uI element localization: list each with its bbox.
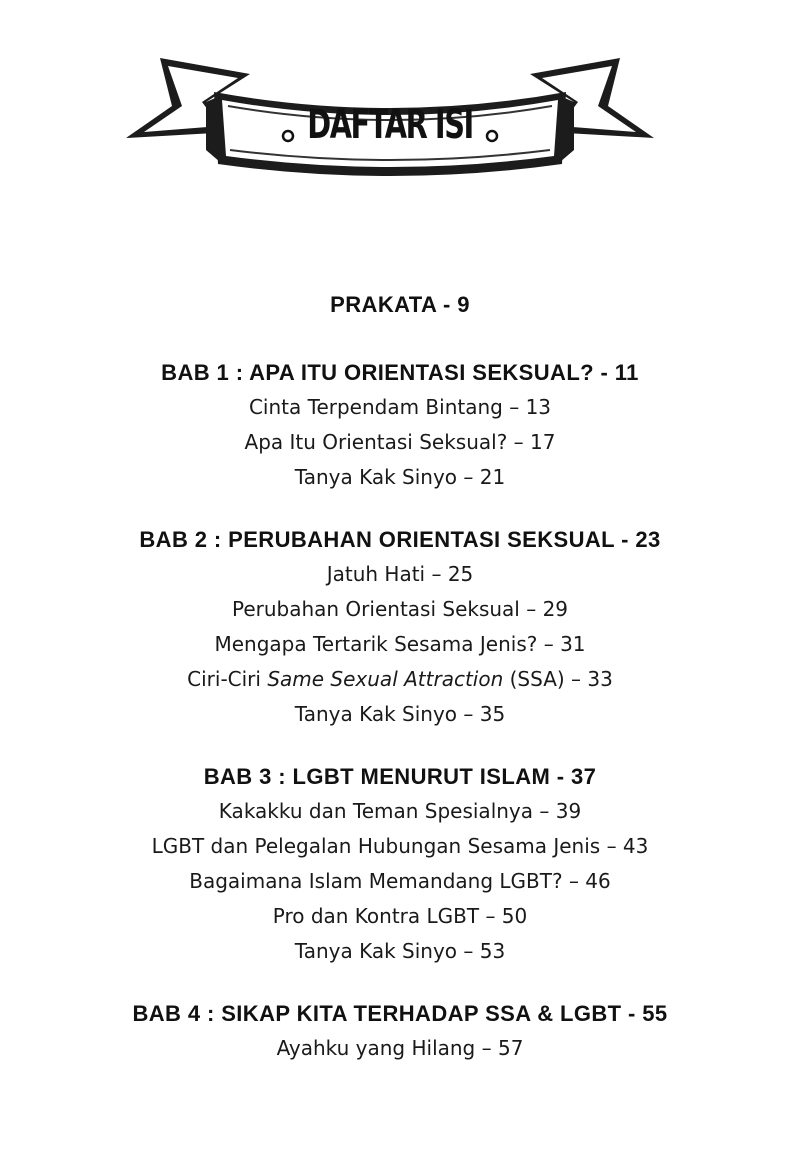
- chapter-heading: BAB 3 : LGBT MENURUT ISLAM - 37: [203, 764, 597, 789]
- toc-entry: Bagaimana Islam Memandang LGBT? – 46: [189, 869, 611, 893]
- toc-chapter-2: [0, 523, 800, 732]
- toc-entry: Perubahan Orientasi Seksual – 29: [231, 597, 569, 621]
- toc-entry: Tanya Kak Sinyo – 35: [294, 702, 506, 726]
- toc-entry: Ayahku yang Hilang – 57: [276, 1036, 524, 1060]
- toc-chapter-3: [0, 760, 800, 969]
- toc-entry-prefix: Ciri-Ciri: [187, 667, 268, 691]
- toc-entry: Tanya Kak Sinyo – 53: [294, 939, 506, 963]
- toc-entry: Apa Itu Orientasi Seksual? – 17: [244, 430, 556, 454]
- toc-entry: LGBT dan Pelegalan Hubungan Sesama Jenis – 43: [151, 834, 649, 858]
- chapter-heading: BAB 1 : APA ITU ORIENTASI SEKSUAL? - 11: [161, 360, 639, 385]
- chapter-heading: BAB 2 : PERUBAHAN ORIENTASI SEKSUAL - 23: [139, 527, 661, 552]
- toc-chapter-4: [0, 997, 800, 1066]
- toc-chapter-1: [0, 356, 800, 495]
- title-banner: [110, 40, 670, 200]
- toc-prakata: PRAKATA - 9: [330, 292, 470, 317]
- toc-entry: Pro dan Kontra LGBT – 50: [272, 904, 528, 928]
- table-of-contents: [0, 288, 800, 1066]
- toc-entry: Mengapa Tertarik Sesama Jenis? – 31: [214, 632, 586, 656]
- page-title: DAFTAR ISI: [307, 102, 473, 148]
- toc-entry: Cinta Terpendam Bintang – 13: [248, 395, 552, 419]
- toc-entry-italic: Same Sexual Attraction: [267, 667, 504, 691]
- toc-entry: Kakakku dan Teman Spesialnya – 39: [218, 799, 582, 823]
- toc-entry: Jatuh Hati – 25: [326, 562, 474, 586]
- toc-entry: [0, 662, 800, 697]
- toc-entry-suffix: (SSA) – 33: [503, 667, 613, 691]
- toc-entry: Tanya Kak Sinyo – 21: [294, 465, 506, 489]
- chapter-heading: BAB 4 : SIKAP KITA TERHADAP SSA & LGBT - 55: [132, 1001, 668, 1026]
